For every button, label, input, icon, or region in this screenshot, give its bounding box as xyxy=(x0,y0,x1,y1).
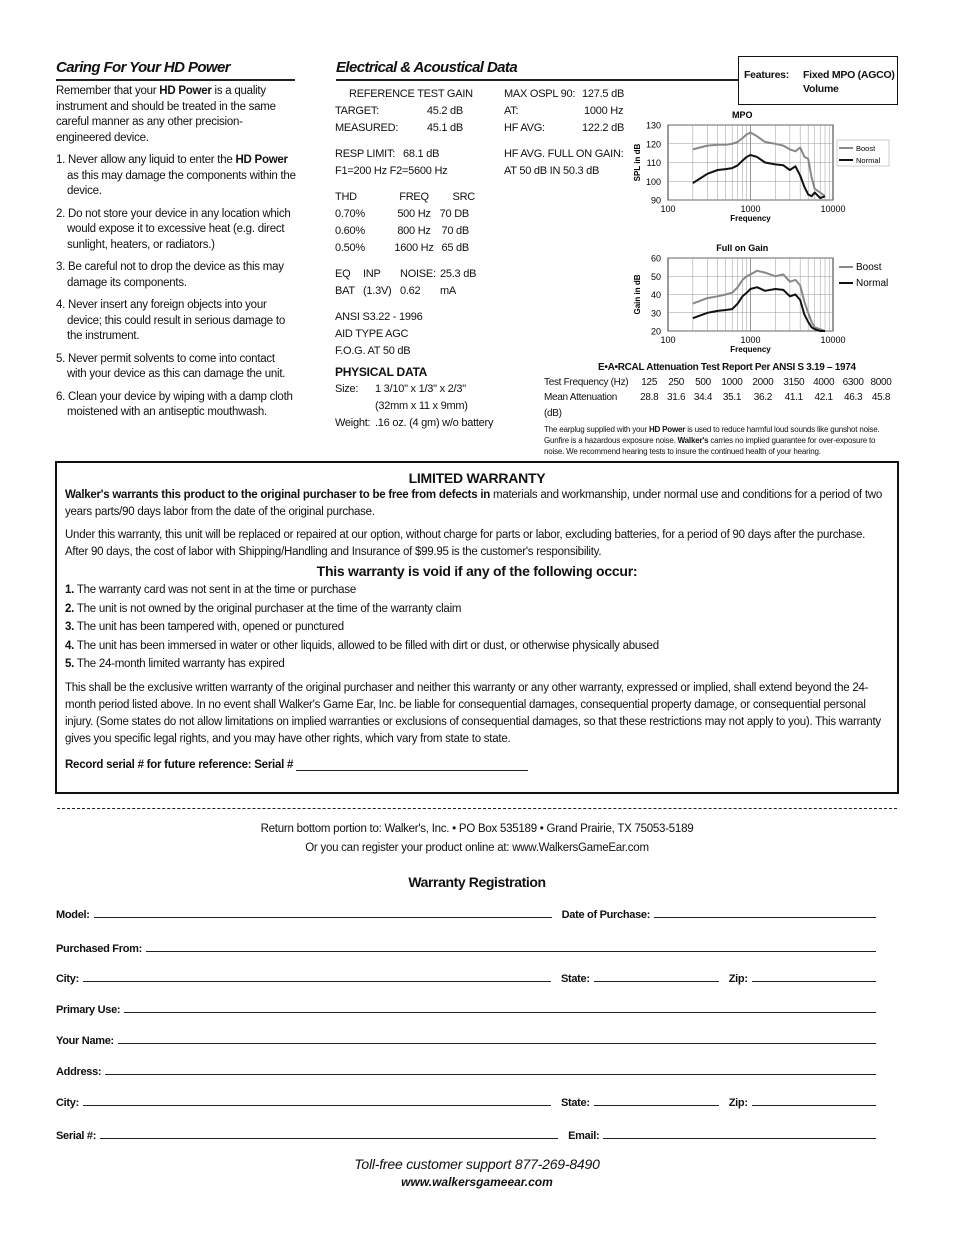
x-tick-label: 100 xyxy=(660,204,676,214)
serial-field[interactable] xyxy=(100,1137,558,1139)
care-item: 1. Never allow any liquid to enter the HD Power as this may damage the components within the device. xyxy=(56,154,296,197)
form-row-purchased xyxy=(56,943,876,955)
date-label: Date of Purchase: xyxy=(561,909,651,921)
electrical-mid-col xyxy=(504,86,628,180)
atten-cell: 34.4 xyxy=(693,392,713,403)
state-field[interactable] xyxy=(594,980,719,982)
registration-title: Warranty Registration xyxy=(408,874,546,890)
eq-row: EQ INP NOISE: 25.3 dB xyxy=(335,268,477,280)
atten-cell: 31.6 xyxy=(666,392,686,403)
physical-title: PHYSICAL DATA xyxy=(335,365,428,379)
hf-avg-row: HF AVG: 122.2 dB xyxy=(504,122,625,134)
y-tick-label: 100 xyxy=(645,176,661,187)
care-list xyxy=(56,153,296,421)
email-field[interactable] xyxy=(603,1137,876,1139)
return-line1: Return bottom portion to: Walker's, Inc. • PO Box 535189 • Grand Prairie, TX 75053-5189 xyxy=(260,823,694,835)
warranty-p2: Under this warranty, this unit will be replaced or repaired at our option, without charge for parts or labor, excluding batteries, for a period of 90 days after the purchase. After 90 days, the cost of labor with Shipping/Handling and Insurance of $99.95 is the customer's responsibility. xyxy=(65,529,866,558)
address-label: Address: xyxy=(56,1066,102,1078)
y-tick-label: 50 xyxy=(650,271,661,282)
care-title-rule xyxy=(56,79,295,81)
fog-row: F.O.G. AT 50 dB xyxy=(335,345,411,357)
hf-full-on-row: HF AVG. FULL ON GAIN: xyxy=(504,148,624,160)
features-line1: Fixed MPO (AGCO) xyxy=(803,69,895,81)
legend-label: Normal xyxy=(856,156,881,165)
chart-title: Full on Gain xyxy=(716,243,769,253)
form-row-address xyxy=(56,1066,876,1078)
purchased-from-label: Purchased From: xyxy=(56,943,142,955)
warranty-p3: This shall be the exclusive written warranty of the original purchaser and neither this warranty or any other warranty, expressed or implied, shall extend beyond the 24-month period listed above. In no event shall Walker's Game Ear, Inc. be liable for consequential damages, consequential property damage, or consequential personal injury. (Some states do not allow limitations on implied warranties or exclusions of consequential damages, so that these restrictions may not apply to you). This warranty gives you specific legal rights, and you may have other rights, which vary from state to state. xyxy=(65,681,881,745)
x-tick-label: 10000 xyxy=(820,335,846,345)
care-intro: Remember that your HD Power is a quality instrument and should be treated in the same careful manner as any other precision-engineered device. xyxy=(56,85,276,144)
atten-cell: 45.8 xyxy=(871,392,891,403)
care-title: Caring For Your HD Power xyxy=(56,59,230,76)
atten-cell: 42.1 xyxy=(814,392,833,403)
y-tick-label: 20 xyxy=(650,326,661,337)
model-field[interactable] xyxy=(94,916,552,918)
care-item: 6. Clean your device by wiping with a damp cloth moistened with an antiseptic mouthwash. xyxy=(56,390,293,418)
electrical-title: Electrical & Acoustical Data xyxy=(336,59,518,76)
chart-title: MPO xyxy=(731,110,753,120)
city2-field[interactable] xyxy=(83,1104,551,1106)
features-box xyxy=(738,56,898,105)
care-item: 4. Never insert any foreign objects into your device; this could result in serious damage to the instrument. xyxy=(56,299,285,342)
warranty-condition: 4. The unit has been immersed in water or other liquids, allowed to be filled with dirt or dust, or otherwise physically abused xyxy=(65,639,659,652)
features-line2: Volume xyxy=(803,83,839,95)
support-line: Toll-free customer support 877-269-8490 xyxy=(354,1156,600,1172)
y-tick-label: 110 xyxy=(646,158,661,168)
atten-cell: 36.2 xyxy=(753,392,772,403)
atten-mean-label: Mean Attenuation (dB) xyxy=(544,392,618,419)
atten-cell: 2000 xyxy=(752,377,774,388)
warranty-p1: Walker's warrants this product to the original purchaser to be free from defects in materials and workmanship, under normal use and conditions for a period of two years parts/90 days labor from the date of the original purchase. xyxy=(65,489,882,518)
measured-row: MEASURED: 45.1 dB xyxy=(335,122,463,134)
form-row-city2 xyxy=(56,1097,876,1109)
zip-field[interactable] xyxy=(752,980,876,982)
city-field[interactable] xyxy=(83,980,551,982)
ansi-row: ANSI S3.22 - 1996 xyxy=(335,311,423,323)
form-row-model xyxy=(56,909,876,921)
atten-cell: 250 xyxy=(668,377,685,388)
y-axis-label: Gain in dB xyxy=(633,274,642,315)
state2-label: State: xyxy=(560,1097,590,1109)
y-tick-label: 130 xyxy=(645,120,661,131)
electrical-left-col xyxy=(335,86,500,432)
y-tick-label: 60 xyxy=(650,253,661,264)
warranty-conditions xyxy=(65,581,889,674)
atten-cell: 46.3 xyxy=(843,392,863,403)
y-tick-label: 120 xyxy=(645,139,661,150)
y-axis-label: SPL in dB xyxy=(633,143,642,182)
size-row: Size: 1 3/10" x 1/3" x 2/3" xyxy=(335,383,466,395)
model-label: Model: xyxy=(56,909,90,921)
zip2-field[interactable] xyxy=(752,1104,876,1106)
purchased-from-field[interactable] xyxy=(146,950,876,952)
date-field[interactable] xyxy=(654,916,876,918)
serial-record-label: Record serial # for future reference: Serial # xyxy=(65,758,294,771)
warranty-condition: 1. The warranty card was not sent in at the time or purchase xyxy=(65,584,356,596)
care-item: 2. Do not store your device in any location which would expose it to excessive heat (e.g. direct sunlight, heaters, or radiators.) xyxy=(56,207,291,251)
atten-freq-row xyxy=(544,376,894,390)
legend-label: Boost xyxy=(856,262,882,273)
care-item: 3. Be careful not to drop the device as this may damage its components. xyxy=(56,261,284,289)
legend-label: Boost xyxy=(856,144,876,153)
city2-label: City: xyxy=(56,1097,79,1109)
your-name-label: Your Name: xyxy=(56,1035,114,1047)
atten-cell: 125 xyxy=(641,377,658,388)
size-metric-row: (32mm x 11 x 9mm) xyxy=(375,400,468,412)
warranty-condition: 5. The 24-month limited warranty has expired xyxy=(65,658,285,670)
max-ospl-row: MAX OSPL 90: 127.5 dB xyxy=(504,88,625,100)
thd-header: THD FREQ SRC xyxy=(335,191,475,203)
atten-freq-label: Test Frequency (Hz) xyxy=(544,377,629,388)
cut-line xyxy=(57,808,897,809)
form-row-primary-use xyxy=(56,1004,876,1016)
state-label: State: xyxy=(560,973,590,985)
care-item: 5. Never permit solvents to come into contact with your device as this can damage the unit. xyxy=(56,352,286,380)
x-axis-label: Frequency xyxy=(730,214,771,223)
attenuation-note: The earplug supplied with your HD Power is used to reduce harmful loud sounds like gunshot noise. Gunfire is a hazardous exposure noise. Walker's carries no implied guarantee for over-exposure to noise. We recommend hearing tests to insure the continued health of your hearing. xyxy=(544,425,880,456)
atten-cell: 8000 xyxy=(870,377,892,388)
hf-at-row: AT 50 dB IN 50.3 dB xyxy=(504,165,600,177)
form-row-name xyxy=(56,1035,876,1047)
gain-chart xyxy=(630,238,900,362)
warranty-box xyxy=(55,461,899,794)
return-info xyxy=(0,820,954,858)
atten-mean-row xyxy=(544,390,894,422)
x-tick-label: 1000 xyxy=(740,204,761,214)
atten-cell: 41.1 xyxy=(784,392,803,403)
zip2-label: Zip: xyxy=(728,1097,748,1109)
warranty-void-title: This warranty is void if any of the following occur: xyxy=(316,563,638,579)
aid-type-row: AID TYPE AGC xyxy=(335,328,409,340)
atten-cell: 500 xyxy=(695,377,711,388)
zip-label: Zip: xyxy=(728,973,748,985)
care-body xyxy=(56,84,296,428)
serial-label: Serial #: xyxy=(56,1130,97,1142)
x-tick-label: 10000 xyxy=(820,204,846,214)
ref-gain-title: REFERENCE TEST GAIN xyxy=(349,88,473,100)
attenuation-table xyxy=(544,376,894,457)
serial-record-row xyxy=(65,757,889,774)
x-axis-label: Frequency xyxy=(730,345,771,354)
warranty-condition: 3. The unit has been tampered with, opened or punctured xyxy=(65,621,344,633)
attenuation-title: E•A•RCAL Attenuation Test Report Per ANSI S 3.19 – 1974 xyxy=(598,362,856,373)
x-tick-label: 1000 xyxy=(740,335,761,345)
atten-cell: 4000 xyxy=(813,377,835,388)
primary-use-field[interactable] xyxy=(124,1011,876,1013)
at-row: AT: 1000 Hz xyxy=(504,105,624,117)
warranty-condition: 2. The unit is not owned by the original purchaser at the time of the warranty claim xyxy=(65,602,462,615)
warranty-title: LIMITED WARRANTY xyxy=(408,470,546,486)
form-row-city xyxy=(56,973,876,985)
y-tick-label: 40 xyxy=(650,290,661,300)
y-tick-label: 90 xyxy=(650,195,661,206)
features-label: Features: xyxy=(744,69,790,81)
resp-limit-row: RESP LIMIT: 68.1 dB xyxy=(335,148,440,160)
your-name-field[interactable] xyxy=(118,1042,876,1044)
primary-use-label: Primary Use: xyxy=(56,1004,121,1016)
email-label: Email: xyxy=(568,1130,600,1142)
atten-cell: 3150 xyxy=(783,377,805,388)
serial-record-line[interactable] xyxy=(296,770,528,771)
target-row: TARGET: 45.2 dB xyxy=(335,105,463,117)
atten-cell: 6300 xyxy=(842,377,864,388)
state2-field[interactable] xyxy=(594,1104,719,1106)
f1f2-row: F1=200 Hz F2=5600 Hz xyxy=(335,165,448,177)
atten-cell: 35.1 xyxy=(722,392,742,403)
bat-row: BAT (1.3V) 0.62 mA xyxy=(335,285,456,297)
thd-row: 0.60% 800 Hz 70 dB xyxy=(335,225,469,237)
atten-cell: 28.8 xyxy=(640,392,659,403)
address-field[interactable] xyxy=(105,1073,876,1075)
website-link[interactable]: www.walkersgameear.com xyxy=(401,1175,553,1189)
electrical-title-rule xyxy=(336,79,738,81)
form-row-serial xyxy=(56,1130,876,1142)
city-label: City: xyxy=(56,973,79,985)
mpo-chart xyxy=(630,105,900,230)
legend-label: Normal xyxy=(856,278,889,289)
return-line2: Or you can register your product online at: www.WalkersGameEar.com xyxy=(305,842,649,854)
atten-cell: 1000 xyxy=(721,377,743,388)
x-tick-label: 100 xyxy=(660,335,676,345)
thd-row: 0.70% 500 Hz 70 DB xyxy=(335,208,469,220)
weight-row: Weight: .16 oz. (4 gm) w/o battery xyxy=(335,417,494,429)
y-tick-label: 30 xyxy=(650,308,661,319)
thd-row: 0.50% 1600 Hz 65 dB xyxy=(335,242,469,254)
